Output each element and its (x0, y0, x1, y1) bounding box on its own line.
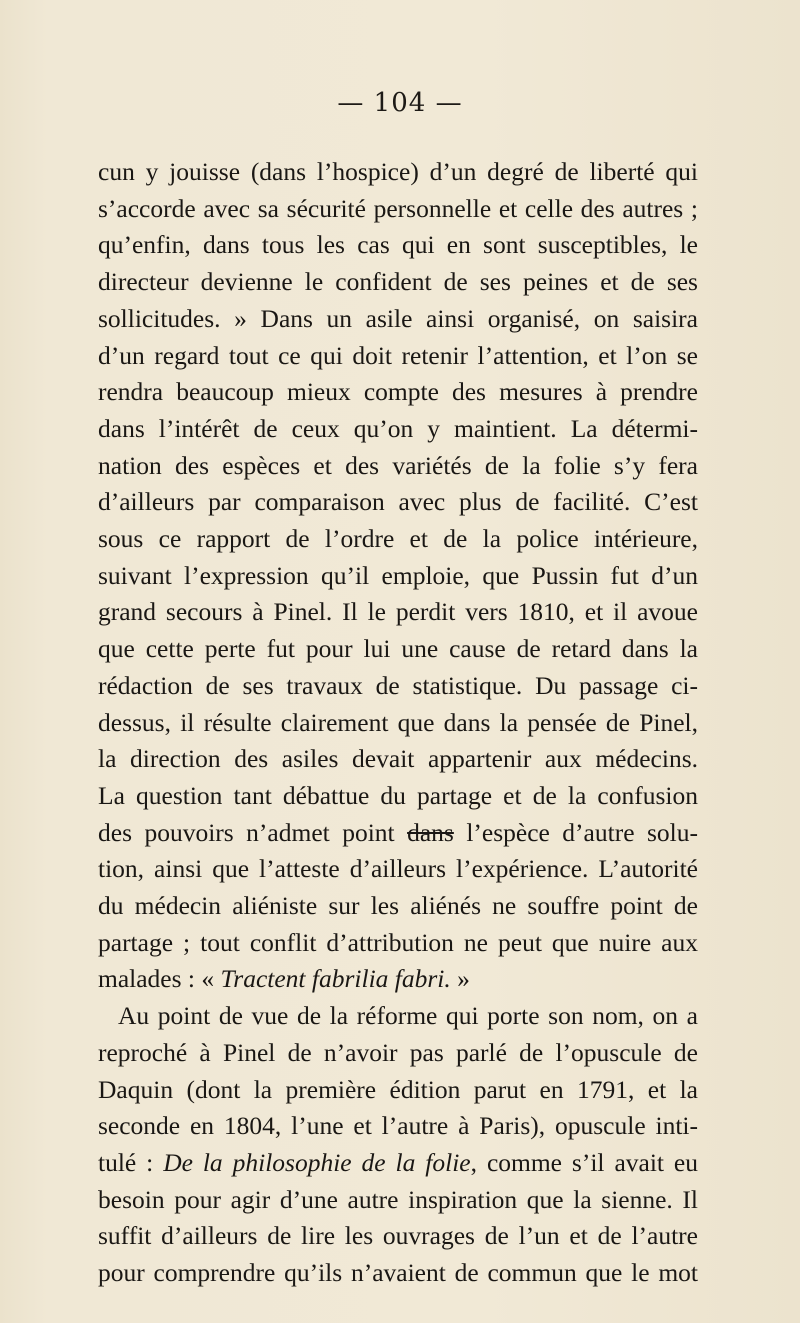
text-fragment: , comme s’il avait eu (470, 1147, 699, 1177)
text-line: que cette perte fut pour lui une cause de retard dans la (98, 634, 698, 664)
text-line: tion, ainsi que l’atteste d’ailleurs l’expérience. L’autorité (98, 854, 698, 884)
text-line: d’ailleurs par comparaison avec plus de facilité. C’est (98, 487, 698, 517)
text-line: grand secours à Pinel. Il le perdit vers 1810, et il avoue (98, 597, 698, 627)
text-line: directeur devienne le confident de ses peines et de ses (98, 267, 698, 297)
text-line: suffit d’ailleurs de lire les ouvrages de l’un et de l’autre (98, 1221, 698, 1251)
text-line-quote (98, 961, 698, 998)
text-line: rendra beaucoup mieux compte des mesures à prendre (98, 377, 698, 407)
text-line: Daquin (dont la première édition parut en 1791, et la (98, 1074, 698, 1104)
text-line: suivant l’expression qu’il emploie, que Pussin fut d’un (98, 560, 698, 590)
text-line: du médecin aliéniste sur les aliénés ne souffre point de (98, 891, 698, 921)
text-fragment: malades : « (98, 964, 221, 994)
text-line-struck-word (98, 815, 698, 852)
text-line: seconde en 1804, l’une et l’autre à Paris), opuscule inti- (98, 1111, 698, 1141)
text-fragment: l’espèce d’autre solu- (453, 817, 698, 847)
text-line: nation des espèces et des variétés de la folie s’y fera (98, 450, 698, 480)
text-fragment: des pouvoirs n’admet point (98, 817, 408, 847)
text-line: besoin pour agir d’une autre inspiration que la sienne. Il (98, 1184, 698, 1214)
text-line-title (98, 1145, 698, 1182)
text-fragment: » (450, 964, 470, 994)
text-line: La question tant débattue du partage et de la confusion (98, 780, 698, 810)
text-line: dans l’intérêt de ceux qu’on y maintient. La détermi- (98, 413, 698, 443)
page-number: — 104 — (337, 88, 463, 118)
text-line: dessus, il résulte clairement que dans la pensée de Pinel, (98, 707, 698, 737)
text-line: cun y jouisse (dans l’hospice) d’un degré de liberté qui (98, 157, 698, 186)
text-line: qu’enfin, dans tous les cas qui en sont susceptibles, le (98, 230, 698, 260)
text-line: s’accorde avec sa sécurité personnelle et celle des autres ; (98, 193, 698, 223)
paragraph-start-line: Au point de vue de la réforme qui porte son nom, on a (118, 1001, 698, 1031)
text-line: sous ce rapport de l’ordre et de la police intérieure, (98, 524, 698, 554)
latin-quote: Tractent fabrilia fabri. (220, 964, 451, 994)
struck-word: dans (407, 817, 454, 847)
text-line: d’un regard tout ce qui doit retenir l’attention, et l’on se (98, 340, 698, 370)
text-line: la direction des asiles devait appartenir aux médecins. (98, 744, 698, 774)
body-text (98, 154, 698, 1292)
text-line: rédaction de ses travaux de statistique. Du passage ci- (98, 670, 698, 700)
text-line: pour comprendre qu’ils n’avaient de commun que le mot (98, 1258, 698, 1288)
text-line: reproché à Pinel de n’avoir pas parlé de l’opuscule de (98, 1037, 698, 1067)
text-fragment: tulé : (98, 1147, 164, 1177)
text-line: partage ; tout conflit d’attribution ne peut que nuire aux (98, 927, 698, 957)
text-line: sollicitudes. » Dans un asile ainsi organisé, on saisira (98, 303, 698, 333)
book-title: De la philosophie de la folie (163, 1147, 471, 1177)
